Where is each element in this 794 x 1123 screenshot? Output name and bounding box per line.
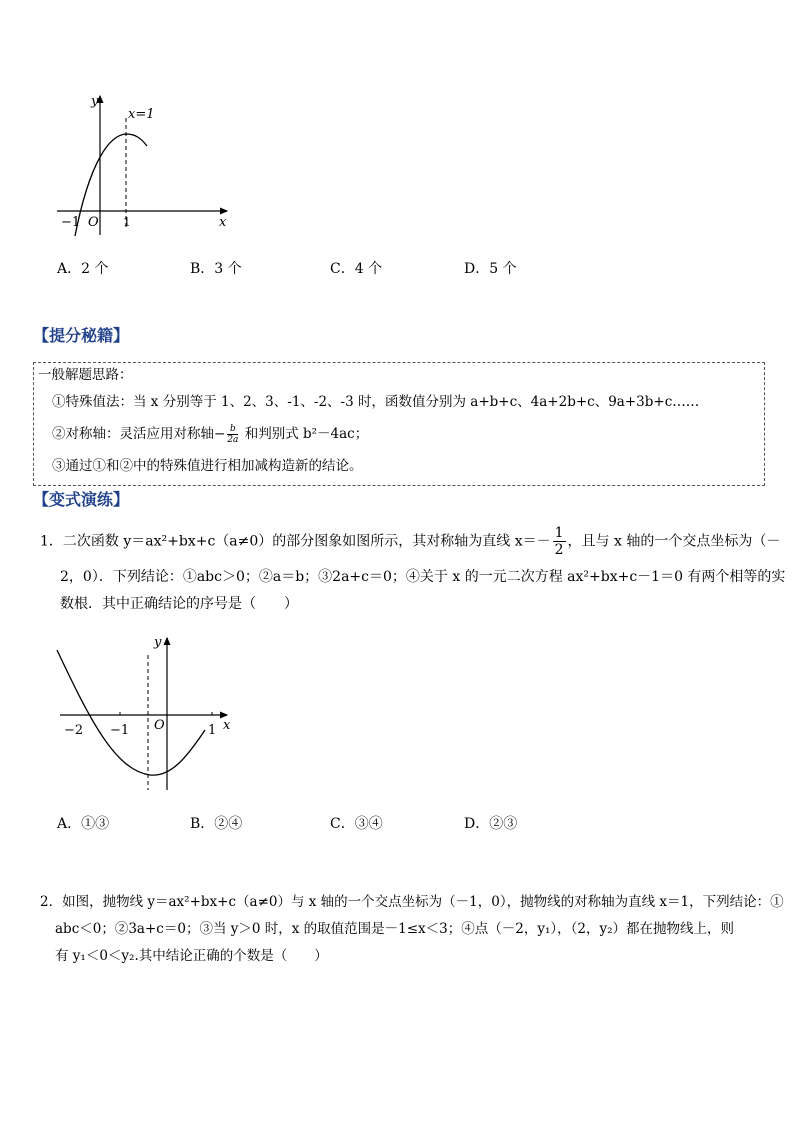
tips-line-4: ③通过①和②中的特殊值进行相加减构造新的结论。 — [52, 458, 363, 474]
tick-label-1: 1 — [208, 723, 217, 738]
parabola-graph-1 — [55, 90, 240, 240]
q1-line-2: 2，0）．下列结论：①abc＞0；②a＝b；③2a+c＝0；④关于 x 的一元二次方程 ax²+bx+c－1＝0 有两个相等的实 — [60, 569, 786, 585]
tick-label-neg2: −2 — [64, 723, 84, 738]
q1-line-1-a: 1．二次函数 y＝ax²+bx+c（a≠0）的部分图象如图所示，其对称轴为直线 x＝－ — [40, 533, 551, 550]
x-label: x — [219, 215, 227, 230]
q2-line-1: 2．如图，抛物线 y＝ax²+bx+c（a≠0）与 x 轴的一个交点坐标为（－1，0），抛物线的对称轴为直线 x＝1，下列结论：① — [40, 894, 784, 910]
parabola-curve — [75, 134, 147, 236]
tips-line-1: 一般解题思路： — [38, 367, 133, 383]
tick-label-1: 1 — [123, 215, 131, 229]
y-label: y — [154, 635, 162, 650]
tips-frac-den: 2a — [227, 435, 239, 445]
q2-line-3: 有 y₁＜0＜y₂.其中结论正确的个数是（ ） — [55, 948, 328, 964]
q1-option-b: B．②④ — [190, 816, 243, 832]
q1-line-3: 数根．其中正确结论的序号是（ ） — [60, 596, 298, 612]
tick-label-neg1: −1 — [61, 215, 81, 230]
q1-line-1-b: ，且与 x 轴的一个交点坐标为（－ — [567, 533, 781, 550]
q1-frac-num: 1 — [554, 525, 564, 541]
practice-heading: 【变式演练】 — [33, 490, 130, 509]
origin-label: O — [88, 215, 99, 230]
q1-line-1 — [40, 525, 780, 558]
q1-frac-den: 2 — [554, 542, 564, 558]
tips-line-2: ①特殊值法：当 x 分别等于 1、2、3、-1、-2、-3 时，函数值分别为 a+b+c、4a+2b+c、9a+3b+c…… — [52, 394, 700, 410]
q1-option-a: A．①③ — [57, 816, 110, 832]
tips-box — [33, 362, 765, 486]
q0-option-d: D．5 个 — [464, 261, 517, 277]
q2-line-2: abc＜0；②3a+c＝0；③当 y＞0 时，x 的取值范围是－1≤x＜3；④点（－2，y₁），（2，y₂）都在抛物线上，则 — [55, 921, 735, 937]
y-label: y — [91, 94, 99, 109]
tips-fraction — [227, 424, 238, 445]
q1-option-d: D．②③ — [464, 816, 518, 832]
tips-line-3-a: ②对称轴：灵活应用对称轴 — [52, 426, 214, 442]
tips-frac-num: b — [227, 424, 238, 435]
q1-option-c: C．③④ — [330, 816, 383, 832]
origin-label: O — [154, 718, 165, 733]
axis-equation-label: x=1 — [128, 107, 155, 122]
tips-line-3-b: 和判别式 b²－4ac； — [240, 426, 369, 442]
tick-label-neg1: −1 — [110, 723, 130, 738]
q0-option-a: A．2 个 — [57, 261, 109, 277]
tips-frac-minus: − — [214, 426, 226, 442]
q0-option-c: C．4 个 — [330, 261, 383, 277]
tips-line-3 — [52, 424, 368, 445]
q1-fraction — [553, 525, 566, 558]
tips-heading: 【提分秘籍】 — [33, 326, 130, 345]
parabola-graph-2 — [55, 630, 240, 795]
x-label: x — [223, 718, 231, 733]
parabola-curve — [57, 650, 205, 775]
q0-option-b: B．3 个 — [190, 261, 242, 277]
